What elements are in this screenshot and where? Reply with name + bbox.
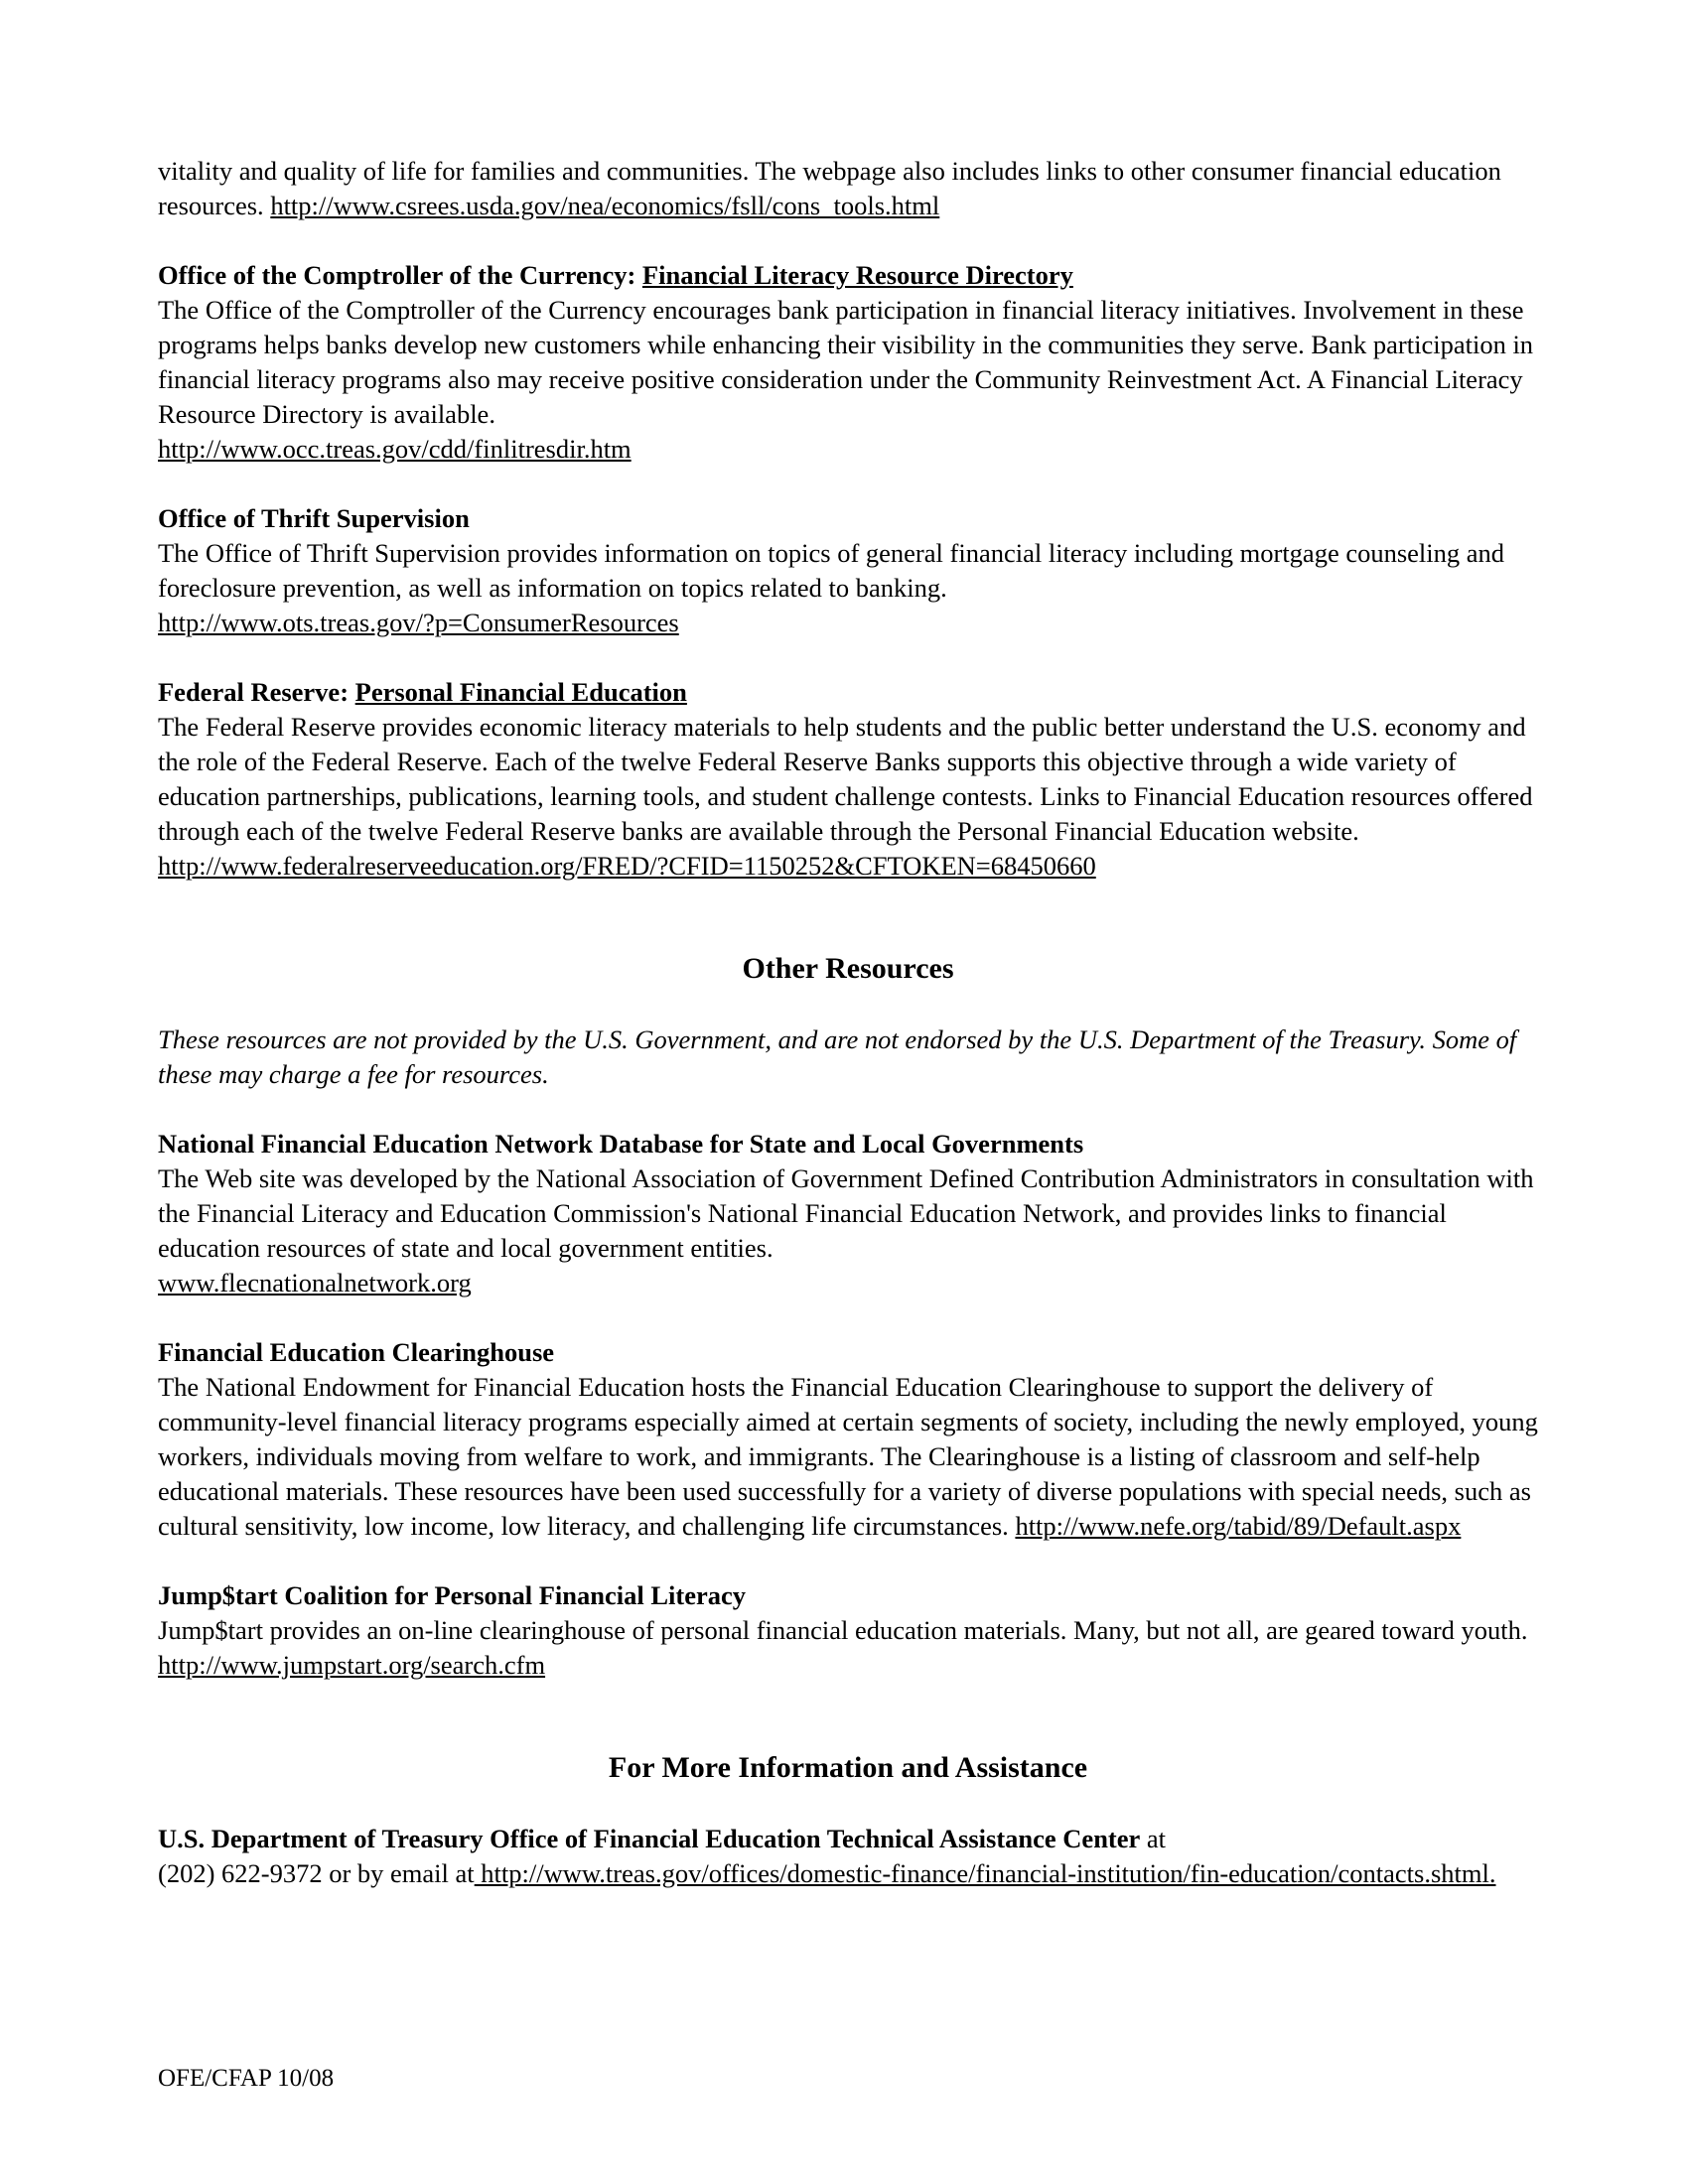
fed-heading [158,675,1538,710]
fed-url-link[interactable]: http://www.federalreserveeducation.org/FRED/?CFID=1150252&CFTOKEN=68450660 [158,851,1096,881]
document-page [158,154,1538,1926]
footer-code: OFE/CFAP 10/08 [158,2065,335,2092]
nfen-body: The Web site was developed by the National Association of Government Defined Contribution Administrators in consultation with the Financial Literacy and Education Commission's National Financial Education Network, and provides links to financial education resources of state and local government entities. [158,1163,1534,1263]
more-info-title: For More Information and Assistance [608,1751,1088,1784]
occ-heading [158,258,1538,293]
occ-section [158,258,1538,467]
occ-directory-link[interactable]: Financial Literacy Resource Directory [641,260,1073,290]
more-info-at: at [1140,1824,1167,1853]
occ-body: The Office of the Comptroller of the Currency encourages bank participation in financial literacy initiatives. Involvement in these programs helps banks develop new customers while enhancing their visibility in the communities they serve. Bank participation in financial literacy programs also may receive positive consideration under the Community Reinvestment Act. A Financial Literacy Resource Directory is available. [158,295,1534,429]
fec-heading: Financial Education Clearinghouse [158,1337,555,1367]
nfen-url-link[interactable]: www.flecnationalnetwork.org [158,1268,472,1297]
ots-heading: Office of Thrift Supervision [158,503,470,533]
more-info-body [158,1856,1538,1891]
more-info-heading: U.S. Department of Treasury Office of Financial Education Technical Assistance Center [158,1824,1141,1853]
ots-body: The Office of Thrift Supervision provides information on topics of general financial literacy including mortgage counseling and foreclosure prevention, as well as information on topics related to banking. [158,538,1505,603]
continuation-paragraph [158,154,1538,223]
disclaimer-text: These resources are not provided by the U.S. Government, and are not endorsed by the U.S. Department of the Treasury. Some of these may charge a fee for resources. [158,1024,1517,1089]
continuation-text: vitality and quality of life for families and communities. The webpage also includes links to other consumer financial education resources. [158,156,1501,220]
nfen-heading: National Financial Education Network Database for State and Local Governments [158,1129,1084,1159]
more-info-heading-line [158,1822,1538,1856]
jumpstart-heading: Jump$tart Coalition for Personal Financial Literacy [158,1580,747,1610]
fed-section [158,675,1538,884]
more-info-body-text: (202) 622-9372 or by email at [158,1858,475,1888]
ots-url-link[interactable]: http://www.ots.treas.gov/?p=ConsumerResources [158,608,679,637]
csrees-link[interactable]: http://www.csrees.usda.gov/nea/economics/fsll/cons_tools.html [270,191,940,220]
fed-heading-text: Federal Reserve: [158,677,355,707]
fec-section [158,1335,1538,1544]
fed-body: The Federal Reserve provides economic literacy materials to help students and the public better understand the U.S. economy and the role of the Federal Reserve. Each of the twelve Federal Reserve Banks supports this objective through a wide variety of education partnerships, publications, learning tools, and student challenge contests. Links to Financial Education resources offered through each of the twelve Federal Reserve banks are available through the Personal Financial Education website. [158,712,1533,846]
fed-education-link[interactable]: Personal Financial Education [354,677,687,707]
occ-heading-text: Office of the Comptroller of the Currency: [158,260,642,290]
nfen-section [158,1127,1538,1300]
ots-section [158,501,1538,640]
more-info-url-link[interactable]: http://www.treas.gov/offices/domestic-finance/financial-institution/fin-education/contacts.shtml. [474,1858,1496,1888]
fec-url-link[interactable]: http://www.nefe.org/tabid/89/Default.aspx [1015,1511,1462,1541]
fec-body-text: The National Endowment for Financial Education hosts the Financial Education Clearinghouse to support the delivery of community-level financial literacy programs especially aimed at certain segments of society, including the newly employed, young workers, individuals moving from welfare to work, and immigrants. The Clearinghouse is a listing of classroom and self-help educational materials. These resources have been used successfully for a variety of diverse populations with special needs, such as cultural sensitivity, low income, low literacy, and challenging life circumstances. [158,1372,1538,1541]
more-info-section [158,1822,1538,1891]
fec-body [158,1370,1538,1544]
jumpstart-url-link[interactable]: http://www.jumpstart.org/search.cfm [158,1650,546,1680]
jumpstart-section [158,1578,1538,1683]
jumpstart-body-text: Jump$tart provides an on-line clearinghouse of personal financial education materials. Many, but not all, are geared toward youth. [158,1615,1528,1645]
disclaimer-paragraph [158,1023,1538,1092]
occ-url-link[interactable]: http://www.occ.treas.gov/cdd/finlitresdir.htm [158,434,632,464]
jumpstart-body [158,1613,1538,1683]
other-resources-title: Other Resources [742,952,954,985]
